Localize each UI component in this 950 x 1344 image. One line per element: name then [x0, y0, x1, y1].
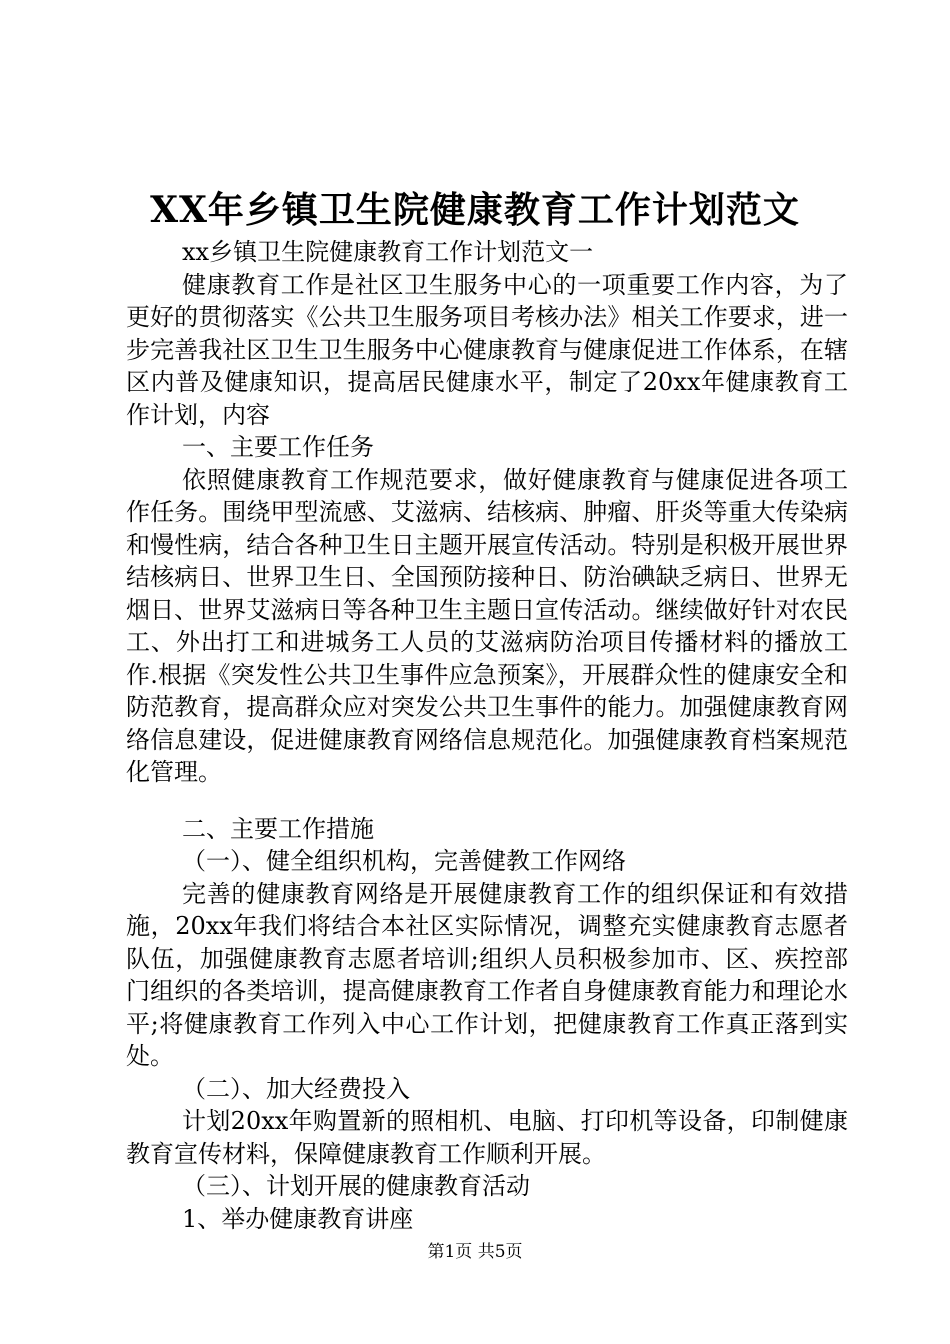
- intro-paragraph: 健康教育工作是社区卫生服务中心的一项重要工作内容，为了更好的贯彻落实《公共卫生服务项目考核办法》相关工作要求，进一步完善我社区卫生卫生服务中心健康教育与健康促进工作体系，在辖区内普及健康知识，提高居民健康水平，制定了20xx年健康教育工作计划，内容: [126, 270, 848, 429]
- activity-item: 1、举办健康教育讲座: [182, 1204, 414, 1233]
- subheading-funding: （二）、加大经费投入: [182, 1074, 410, 1103]
- page-number-footer: 第1页 共5页: [427, 1242, 523, 1262]
- section-heading-tasks: 一、主要工作任务: [182, 433, 374, 461]
- funding-paragraph: 计划20xx年购置新的照相机、电脑、打印机等设备，印制健康教育宣传材料，保障健康教育工作顺利开展。: [126, 1107, 848, 1168]
- document-body: [126, 236, 848, 1235]
- section-heading-measures: 二、主要工作措施: [182, 814, 374, 843]
- subheading-activities: （三）、计划开展的健康教育活动: [182, 1172, 530, 1200]
- subtitle-paragraph: xx乡镇卫生院健康教育工作计划范文一: [182, 238, 594, 266]
- organization-paragraph: 完善的健康教育网络是开展健康教育工作的组织保证和有效措施，20xx年我们将结合本社区实际情况，调整充实健康教育志愿者队伍，加强健康教育志愿者培训;组织人员积极参加市、区、疾控部门组织的各类培训，提高健康教育工作者自身健康教育能力和理论水平;将健康教育工作列入中心工作计划，把健康教育工作真正落到实处。: [126, 879, 848, 1070]
- subheading-organization: （一）、健全组织机构，完善健教工作网络: [182, 847, 626, 875]
- document-title: XX年乡镇卫生院健康教育工作计划范文: [150, 189, 800, 231]
- tasks-paragraph: 依照健康教育工作规范要求，做好健康教育与健康促进各项工作任务。围绕甲型流感、艾滋病、结核病、肿瘤、肝炎等重大传染病和慢性病，结合各种卫生日主题开展宣传活动。特别是积极开展世界结核病日、世界卫生日、全国预防接种日、防治碘缺乏病日、世界无烟日、世界艾滋病日等各种卫生主题日宣传活动。继续做好针对农民工、外出打工和进城务工人员的艾滋病防治项目传播材料的播放工作.根据《突发性公共卫生事件应急预案》，开展群众性的健康安全和防范教育，提高群众应对突发公共卫生事件的能力。加强健康教育网络信息建设，促进健康教育网络信息规范化。加强健康教育档案规范化管理。: [126, 465, 848, 786]
- paragraph-spacer: [126, 789, 848, 813]
